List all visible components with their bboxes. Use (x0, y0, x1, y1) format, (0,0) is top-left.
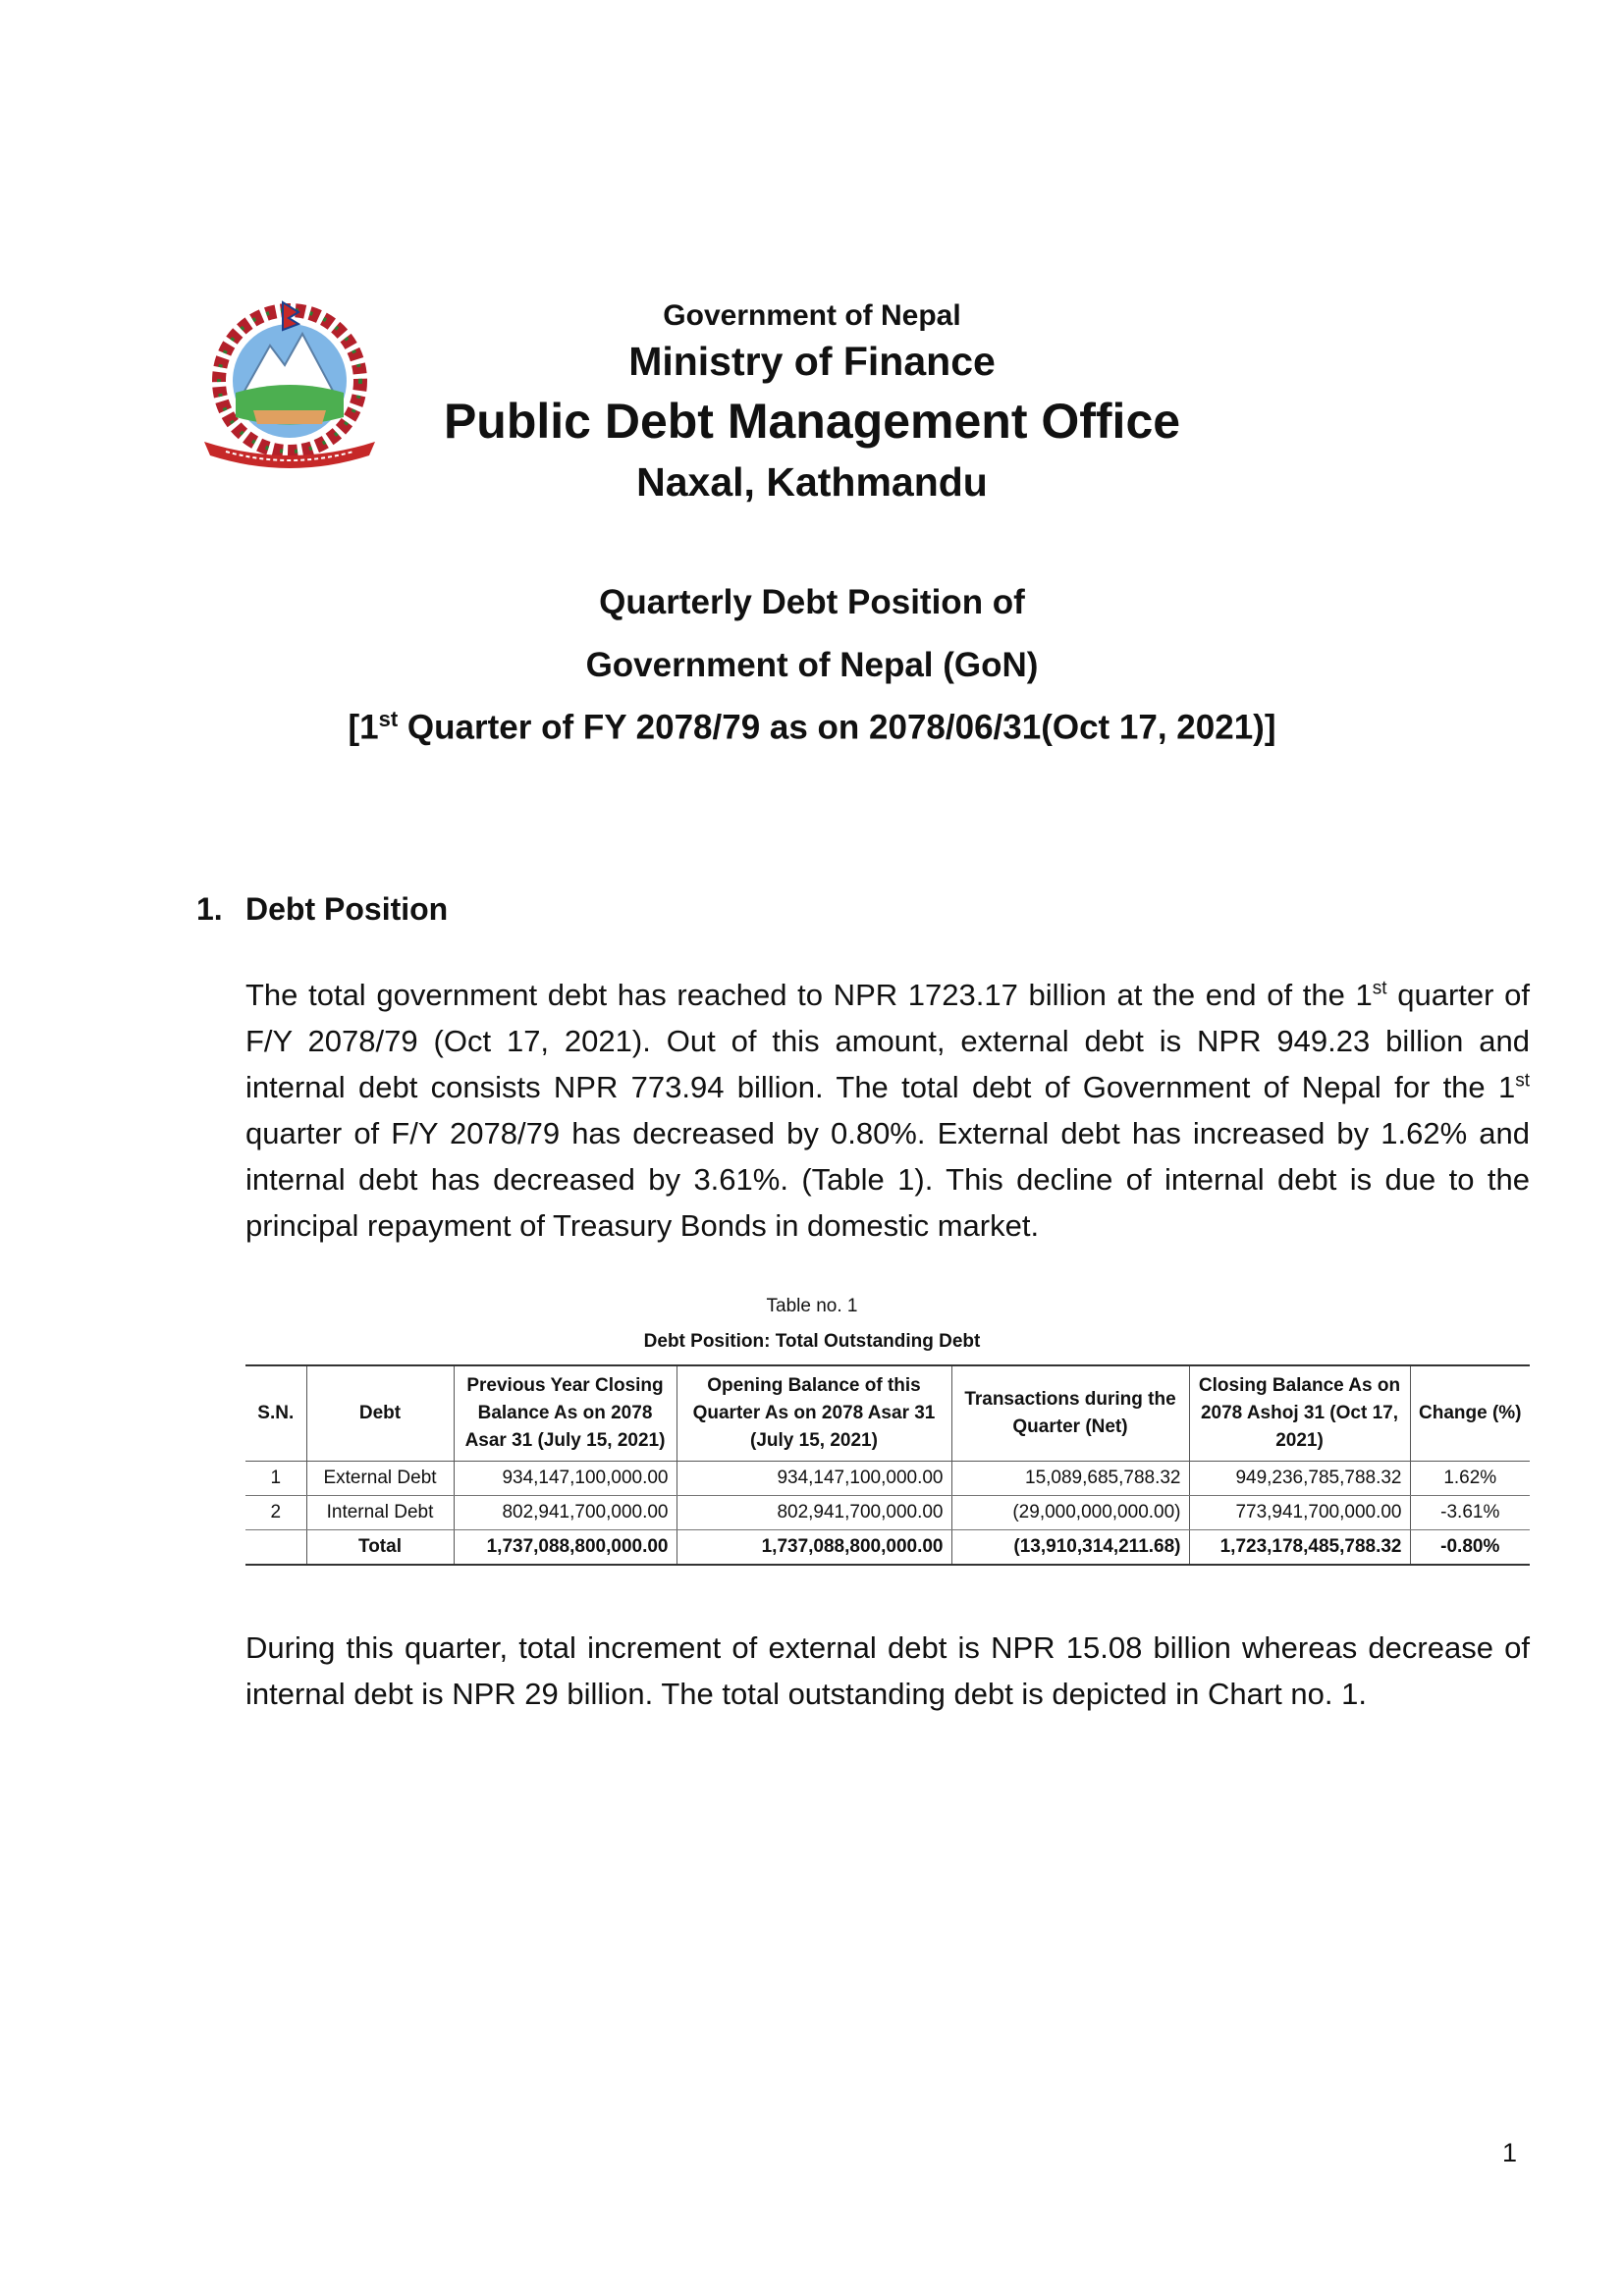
table-cell: Total (306, 1530, 454, 1566)
table-cell: -0.80% (1410, 1530, 1530, 1566)
table-cell: Internal Debt (306, 1496, 454, 1530)
table-cell: 802,941,700,000.00 (677, 1496, 951, 1530)
column-header: Transactions during the Quarter (Net) (951, 1365, 1189, 1462)
table-total-row (245, 1530, 1530, 1566)
table-cell: 1,737,088,800,000.00 (677, 1530, 951, 1566)
table-cell: 15,089,685,788.32 (951, 1462, 1189, 1496)
table-cell: -3.61% (1410, 1496, 1530, 1530)
column-header: Closing Balance As on 2078 Ashoj 31 (Oct 17, 2021) (1189, 1365, 1410, 1462)
table-cell: 802,941,700,000.00 (454, 1496, 677, 1530)
table-cell: 1,723,178,485,788.32 (1189, 1530, 1410, 1566)
table-cell: 1.62% (1410, 1462, 1530, 1496)
page-number: 1 (1502, 2138, 1518, 2167)
office-location: Naxal, Kathmandu (636, 459, 988, 505)
ordinal-sup: st (1372, 978, 1387, 999)
debt-position-table (245, 1364, 1530, 1566)
column-header: Previous Year Closing Balance As on 2078 Asar 31 (July 15, 2021) (454, 1365, 677, 1462)
section-heading (196, 891, 448, 928)
government-title: Government of Nepal (663, 299, 961, 332)
report-title-line2: Government of Nepal (GoN) (585, 646, 1039, 684)
paragraph-text: quarter of F/Y 2078/79 has decreased by 0.80%. External debt has increased by 1.62% and internal debt has decreased by 3.61%. (Table 1). This decline of internal debt is due to the principal repayment of Treasury Bonds in domestic market. (245, 1116, 1530, 1243)
table-row (245, 1496, 1530, 1530)
column-header: Debt (306, 1365, 454, 1462)
office-title: Public Debt Management Office (443, 394, 1181, 449)
table-title: Debt Position: Total Outstanding Debt (643, 1331, 981, 1352)
report-period-sup: st (378, 707, 399, 731)
column-header: S.N. (245, 1365, 306, 1462)
report-period (0, 707, 1624, 748)
section-number: 1. (196, 891, 223, 927)
table-cell: 2 (245, 1496, 306, 1530)
table-cell: 934,147,100,000.00 (677, 1462, 951, 1496)
table-header-row (245, 1365, 1530, 1462)
table-caption: Table no. 1 (766, 1296, 858, 1316)
debt-position-paragraph (245, 972, 1530, 1249)
quarter-summary-paragraph: During this quarter, total increment of external debt is NPR 15.08 billion whereas decrease of internal debt is NPR 29 billion. The total outstanding debt is depicted in Chart no. 1. (245, 1630, 1530, 1711)
paragraph-text: The total government debt has reached to NPR 1723.17 billion at the end of the 1 (245, 978, 1373, 1012)
section-title: Debt Position (245, 891, 449, 927)
column-header: Opening Balance of this Quarter As on 2078 Asar 31 (July 15, 2021) (677, 1365, 951, 1462)
report-period-prefix: [1 (348, 708, 379, 747)
table-cell: 1,737,088,800,000.00 (454, 1530, 677, 1566)
table-cell: 1 (245, 1462, 306, 1496)
table-cell: (13,910,314,211.68) (951, 1530, 1189, 1566)
column-header: Change (%) (1410, 1365, 1530, 1462)
paragraph-text: quarter of F/Y 2078/79 (Oct 17, 2021). Out of this amount, external debt is NPR 949.23 billion and internal debt consists NPR 773.94 billion. The total debt of Government of Nepal for the 1 (245, 978, 1530, 1104)
ministry-title: Ministry of Finance (628, 339, 996, 384)
table-row (245, 1462, 1530, 1496)
report-period-suffix: Quarter of FY 2078/79 as on 2078/06/31(Oct 17, 2021)] (398, 708, 1276, 747)
ordinal-sup: st (1515, 1070, 1530, 1092)
table-cell: 949,236,785,788.32 (1189, 1462, 1410, 1496)
table-cell: 773,941,700,000.00 (1189, 1496, 1410, 1530)
table-cell: 934,147,100,000.00 (454, 1462, 677, 1496)
table-cell (245, 1530, 306, 1566)
table-cell: (29,000,000,000.00) (951, 1496, 1189, 1530)
report-title-line1: Quarterly Debt Position of (599, 583, 1025, 621)
table-cell: External Debt (306, 1462, 454, 1496)
